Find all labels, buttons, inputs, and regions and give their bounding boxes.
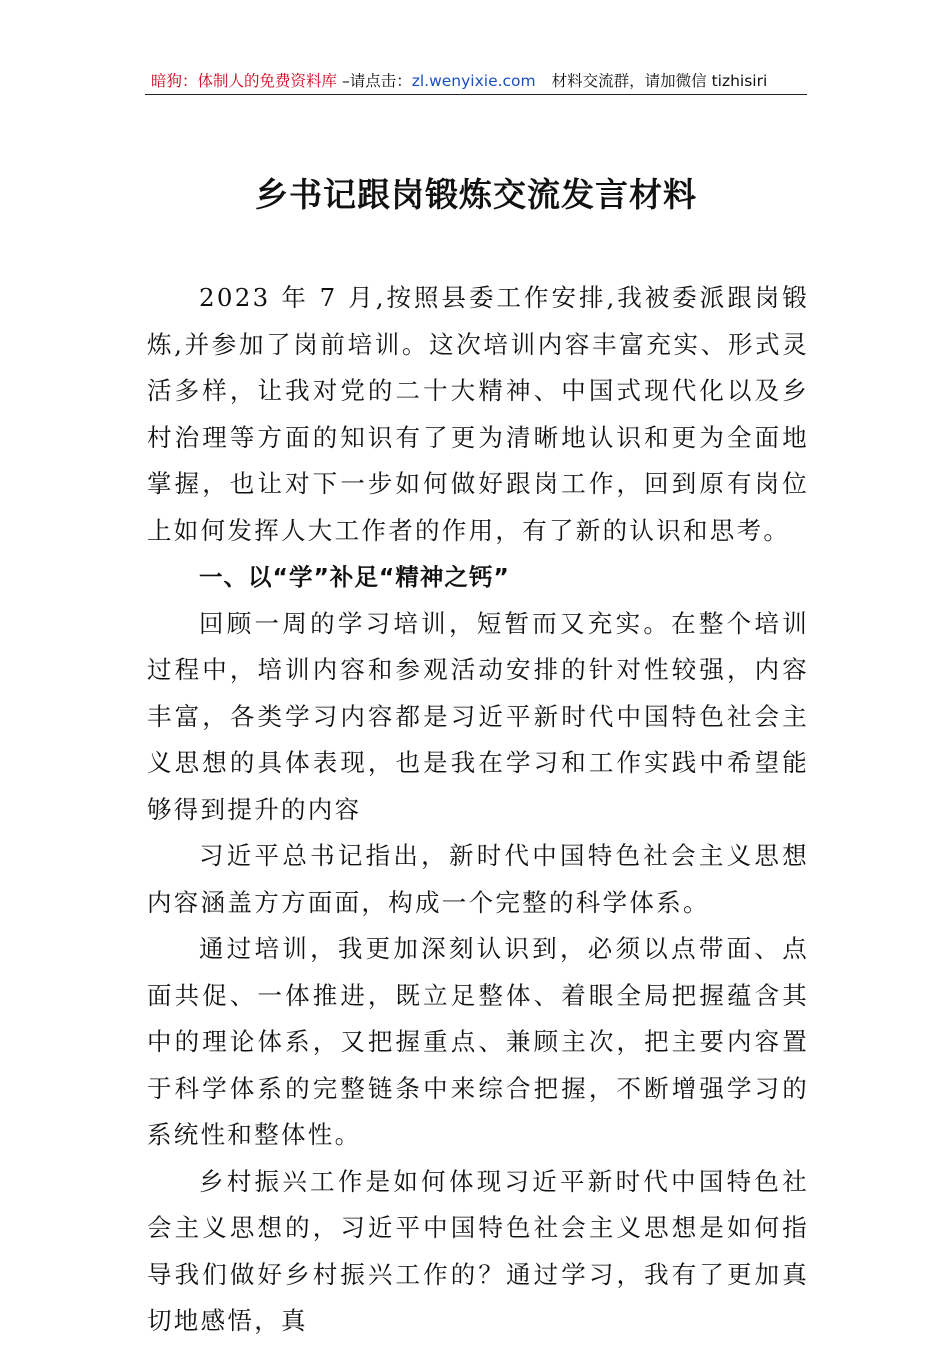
document-title: 乡书记跟岗锻炼交流发言材料 — [255, 175, 697, 214]
paragraph-rural-revitalization: 乡村振兴工作是如何体现习近平新时代中国特色社会主义思想的，习近平中国特色社会主义思想是如何指导我们做好乡村振兴工作的？通过学习，我有了更加真切地感悟，真 — [147, 1166, 809, 1335]
section-heading-1: 一、以“学”补足“精神之钙” — [199, 563, 510, 591]
document-body — [147, 275, 809, 1345]
header-wechat-text: 材料交流群，请加微信 tizhisiri — [551, 72, 768, 90]
paragraph-training: 通过培训，我更加深刻认识到，必须以点带面、点面共促、一体推进，既立足整体、着眼全局把握蕴含其中的理论体系，又把握重点、兼顾主次，把主要内容置于科学体系的完整链条中来综合把握，不断增强学习的系统性和整体性。 — [147, 934, 809, 1149]
paragraph-review: 回顾一周的学习培训，短暂而又充实。在整个培训过程中，培训内容和参观活动安排的针对性较强，内容丰富，各类学习内容都是习近平新时代中国特色社会主义思想的具体表现，也是我在学习和工作实践中希望能够得到提升的内容 — [147, 608, 809, 824]
header-prompt-text: –请点击： — [337, 72, 412, 90]
paragraph-quote: 习近平总书记指出，新时代中国特色社会主义思想内容涵盖方方面面，构成一个完整的科学体系。 — [147, 841, 809, 917]
header-website-link[interactable]: zl.wenyixie.com — [411, 72, 536, 90]
paragraph-intro: 2023 年 7 月,按照县委工作安排,我被委派跟岗锻炼,并参加了岗前培训。这次培训内容丰富充实、形式灵活多样，让我对党的二十大精神、中国式现代化以及乡村治理等方面的知识有了更为清晰地认识和更为全面地掌握，也让对下一步如何做好跟岗工作，回到原有岗位上如何发挥人大工作者的作用，有了新的认识和思考。 — [147, 283, 809, 545]
header-brand-text: 暗狗：体制人的免费资料库 — [151, 72, 338, 90]
page-header — [145, 68, 807, 95]
